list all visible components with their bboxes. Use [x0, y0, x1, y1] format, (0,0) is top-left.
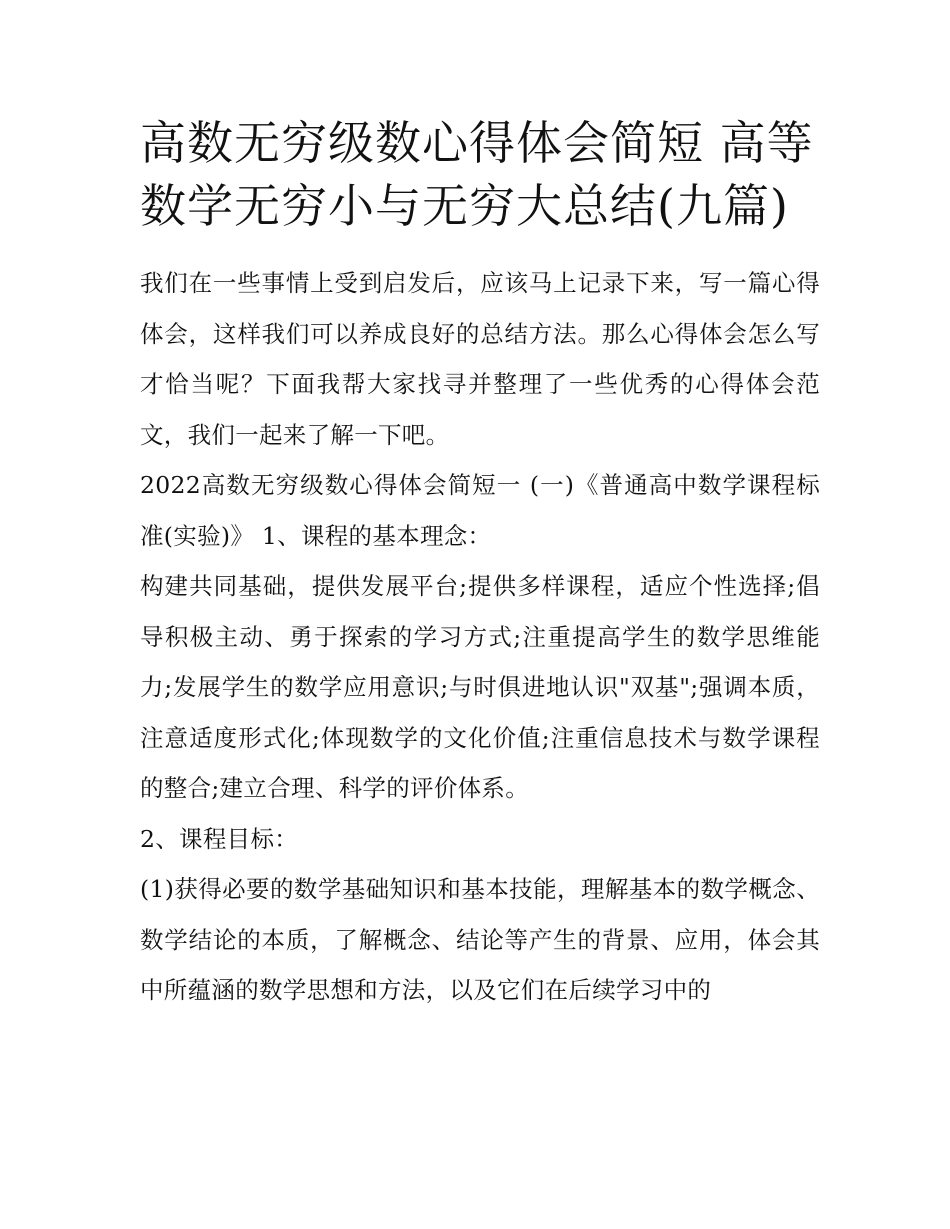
intro-paragraph: 我们在一些事情上受到启发后，应该马上记录下来，写一篇心得体会，这样我们可以养成良好的总结方法。那么心得体会怎么写才恰当呢？下面我帮大家找寻并整理了一些优秀的心得体会范文，我们一起来了解一下吧。: [140, 269, 820, 449]
document-title: 高数无穷级数心得体会简短 高等数学无穷小与无穷大总结(九篇): [140, 116, 814, 233]
goal-one-paragraph: (1)获得必要的数学基础知识和基本技能，理解基本的数学概念、数学结论的本质，了解概念、结论等产生的背景、应用，体会其中所蕴涵的数学思想和方法，以及它们在后续学习中的: [140, 875, 820, 1004]
curriculum-principles-paragraph: 构建共同基础，提供发展平台;提供多样课程，适应个性选择;倡导积极主动、勇于探索的学习方式;注重提高学生的数学思维能力;发展学生的数学应用意识;与时俱进地认识"双基";强调本质，注意适度形式化;体现数学的文化价值;注重信息技术与数学课程的整合;建立合理、科学的评价体系。: [140, 572, 820, 802]
curriculum-goals-heading: 2、课程目标：: [140, 824, 299, 853]
section-heading-paragraph: 2022高数无穷级数心得体会简短一 (一)《普通高中数学课程标准(实验)》 1、课程的基本理念：: [140, 471, 820, 550]
title-spacer: [140, 238, 820, 258]
document-page: [140, 112, 820, 1016]
